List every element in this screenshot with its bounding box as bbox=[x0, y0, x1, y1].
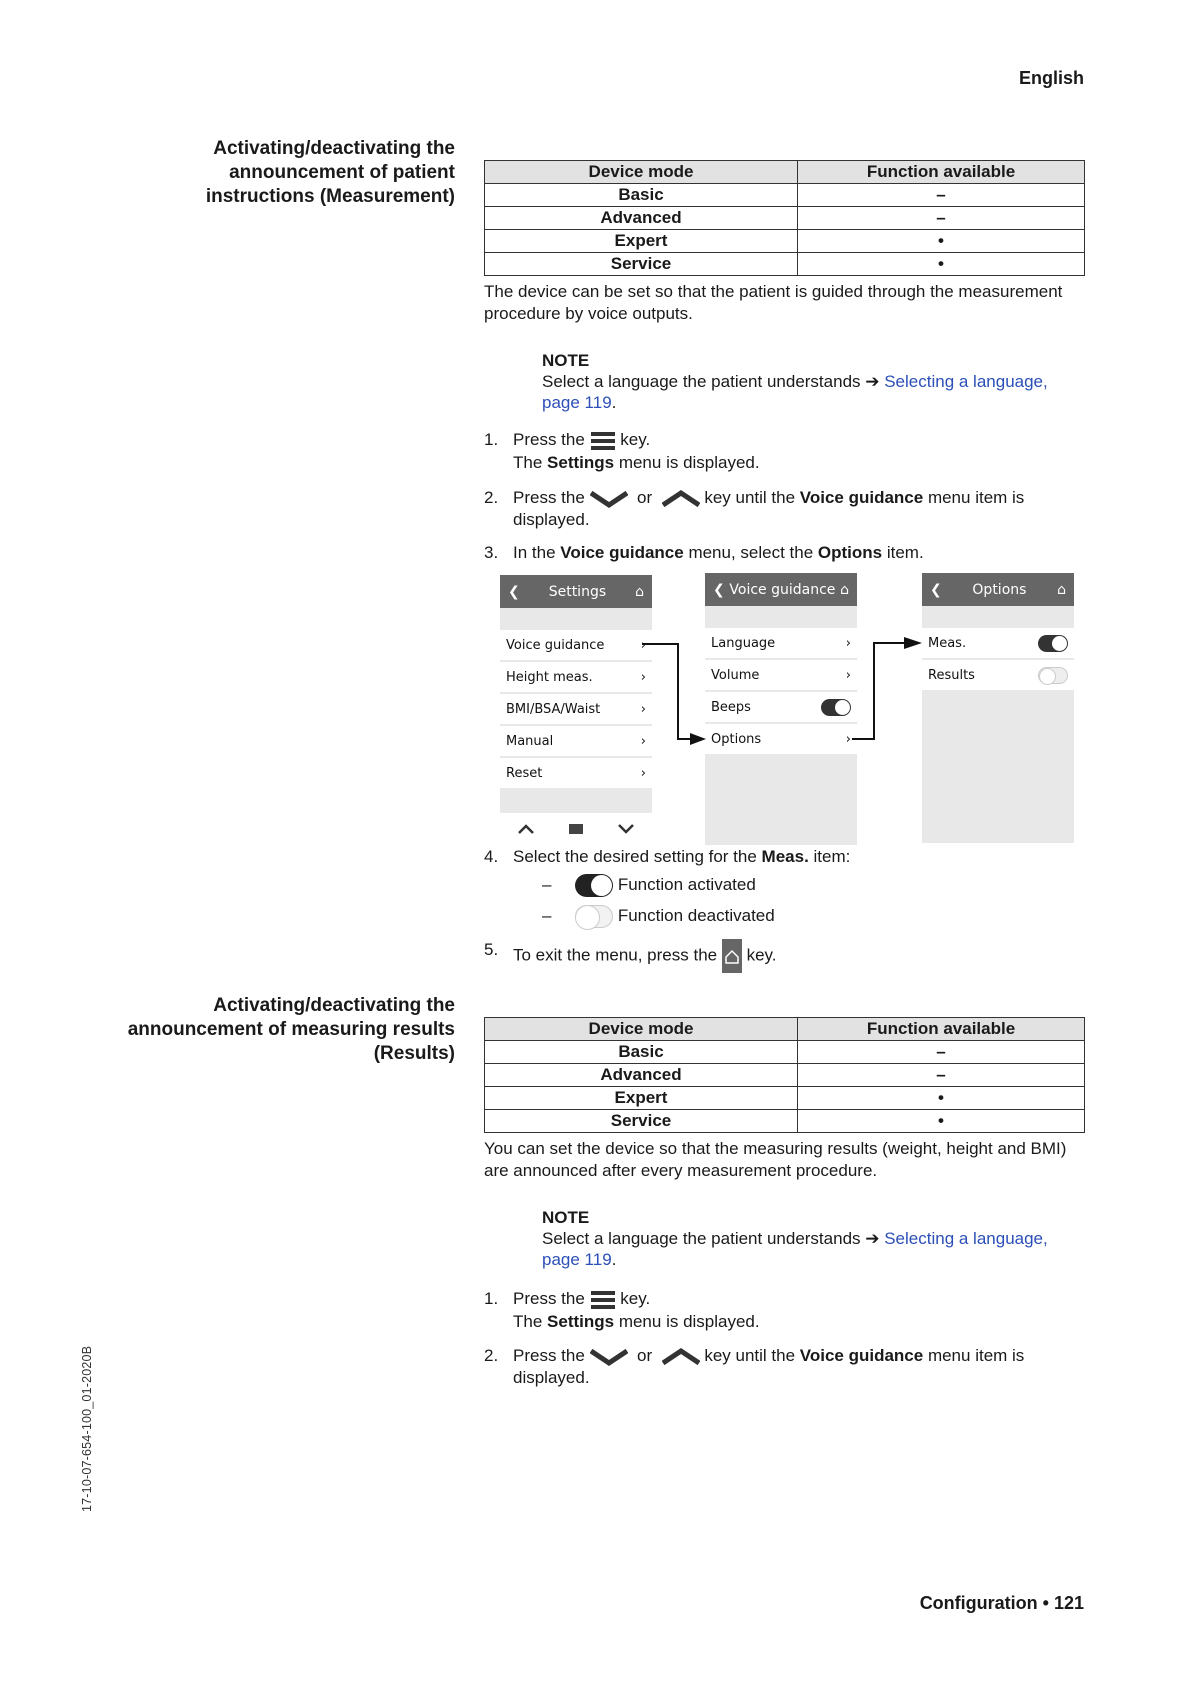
link-selecting-language[interactable]: Selecting a language, page 119 bbox=[542, 372, 1048, 412]
intro-text-2: You can set the device so that the measuring results (weight, height and BMI) are announced after every measurement procedure. bbox=[484, 1139, 1067, 1180]
table-row: Basic – bbox=[485, 1041, 1085, 1064]
home-icon[interactable]: ⌂ bbox=[840, 581, 849, 598]
toggle-off-icon bbox=[575, 905, 613, 928]
chevron-right-icon: › bbox=[640, 637, 646, 653]
screen-header: ❮ Options ⌂ bbox=[922, 573, 1074, 606]
note-1: NOTE Select a language the patient understands ➔ Selecting a language, page 119. bbox=[542, 351, 1048, 412]
back-icon[interactable]: ❮ bbox=[508, 583, 520, 600]
menu-item-voice-guidance[interactable]: Voice guidance › bbox=[500, 630, 652, 660]
device-mode-table-1 bbox=[484, 160, 1085, 276]
step-2-section2: 2. Press the or key until the Voice guidance menu item is displayed. bbox=[484, 1346, 1025, 1387]
back-icon[interactable]: ❮ bbox=[713, 581, 725, 598]
meas-toggle[interactable] bbox=[1038, 635, 1068, 652]
table-row: Basic – bbox=[485, 184, 1085, 207]
scroll-up-icon[interactable] bbox=[518, 824, 534, 834]
menu-item-bmi[interactable]: BMI/BSA/Waist › bbox=[500, 694, 652, 724]
chevron-up-icon bbox=[662, 490, 700, 508]
table-row: Advanced – bbox=[485, 207, 1085, 230]
menu-item-manual[interactable]: Manual › bbox=[500, 726, 652, 756]
results-toggle[interactable] bbox=[1038, 667, 1068, 684]
home-key-icon bbox=[722, 939, 742, 973]
scroll-down-icon[interactable] bbox=[618, 824, 634, 834]
chevron-right-icon: › bbox=[640, 765, 646, 781]
chevron-right-icon: › bbox=[640, 733, 646, 749]
device-mode-table-2 bbox=[484, 1017, 1085, 1133]
table-header: Device mode Function available bbox=[485, 161, 1085, 184]
screen-header: ❮ Voice guidance ⌂ bbox=[705, 573, 857, 606]
settings-screen bbox=[500, 575, 652, 845]
home-icon[interactable]: ⌂ bbox=[635, 583, 644, 600]
page-footer: Configuration • 121 bbox=[919, 1593, 1084, 1613]
menu-item-volume[interactable]: Volume › bbox=[705, 660, 857, 690]
option-activated: – Function activated bbox=[542, 873, 756, 897]
table-row: Service • bbox=[485, 1110, 1085, 1133]
menu-item-language[interactable]: Language › bbox=[705, 628, 857, 658]
options-screen bbox=[922, 573, 1074, 843]
language-label: English bbox=[1018, 68, 1084, 88]
toggle-on-icon bbox=[575, 874, 613, 897]
section2-title: Activating/deactivating the announcement of measuring results (Results) bbox=[127, 995, 455, 1064]
menu-item-height-meas[interactable]: Height meas. › bbox=[500, 662, 652, 692]
menu-item-beeps[interactable]: Beeps bbox=[705, 692, 857, 722]
intro-text-1: The device can be set so that the patient is guided through the measurement procedure by voice outputs. bbox=[484, 282, 1063, 323]
option-deactivated: – Function deactivated bbox=[542, 904, 775, 928]
section1-title: Activating/deactivating the announcement of patient instructions (Measurement) bbox=[205, 138, 455, 207]
step-1-section2: 1. Press the key. The Settings menu is displayed. bbox=[484, 1289, 760, 1331]
menu-icon bbox=[590, 430, 616, 452]
document-code: 17-10-07-654-100_01-2020B bbox=[80, 1345, 94, 1512]
back-icon[interactable]: ❮ bbox=[930, 581, 942, 598]
menu-item-reset[interactable]: Reset › bbox=[500, 758, 652, 788]
note-2: NOTE Select a language the patient understands ➔ Selecting a language, page 119. bbox=[542, 1208, 1048, 1269]
menu-item-meas[interactable]: Meas. bbox=[922, 628, 1074, 658]
chevron-right-icon: › bbox=[640, 669, 646, 685]
table-row: Expert • bbox=[485, 230, 1085, 253]
step-1: 1. Press the key. The Settings menu is displayed. bbox=[484, 430, 760, 472]
flow-arrows bbox=[640, 630, 930, 750]
chevron-right-icon: › bbox=[845, 667, 851, 683]
menu-item-results[interactable]: Results bbox=[922, 660, 1074, 690]
chevron-right-icon: › bbox=[845, 635, 851, 651]
menu-icon bbox=[590, 1289, 616, 1311]
table-row: Advanced – bbox=[485, 1064, 1085, 1087]
table-row: Expert • bbox=[485, 1087, 1085, 1110]
table-row: Service • bbox=[485, 253, 1085, 276]
chevron-right-icon: › bbox=[845, 731, 851, 747]
chevron-right-icon: › bbox=[640, 701, 646, 717]
screen-header: ❮ Settings ⌂ bbox=[500, 575, 652, 608]
home-icon[interactable]: ⌂ bbox=[1057, 581, 1066, 598]
chevron-up-icon bbox=[662, 1348, 700, 1366]
chevron-down-icon bbox=[590, 490, 628, 508]
step-4: 4. Select the desired setting for the Meas. item: bbox=[484, 847, 851, 866]
table-header: Device mode Function available bbox=[485, 1018, 1085, 1041]
chevron-down-icon bbox=[590, 1348, 628, 1366]
step-3: 3. In the Voice guidance menu, select the Options item. bbox=[484, 543, 924, 562]
scroll-indicator bbox=[569, 824, 583, 834]
menu-item-options[interactable]: Options › bbox=[705, 724, 857, 754]
scroll-bar bbox=[500, 813, 652, 845]
step-2: 2. Press the or key until the Voice guidance menu item is displayed. bbox=[484, 488, 1025, 529]
step-5: 5. To exit the menu, press the key. bbox=[484, 939, 1084, 973]
link-selecting-language[interactable]: Selecting a language, page 119 bbox=[542, 1229, 1048, 1269]
